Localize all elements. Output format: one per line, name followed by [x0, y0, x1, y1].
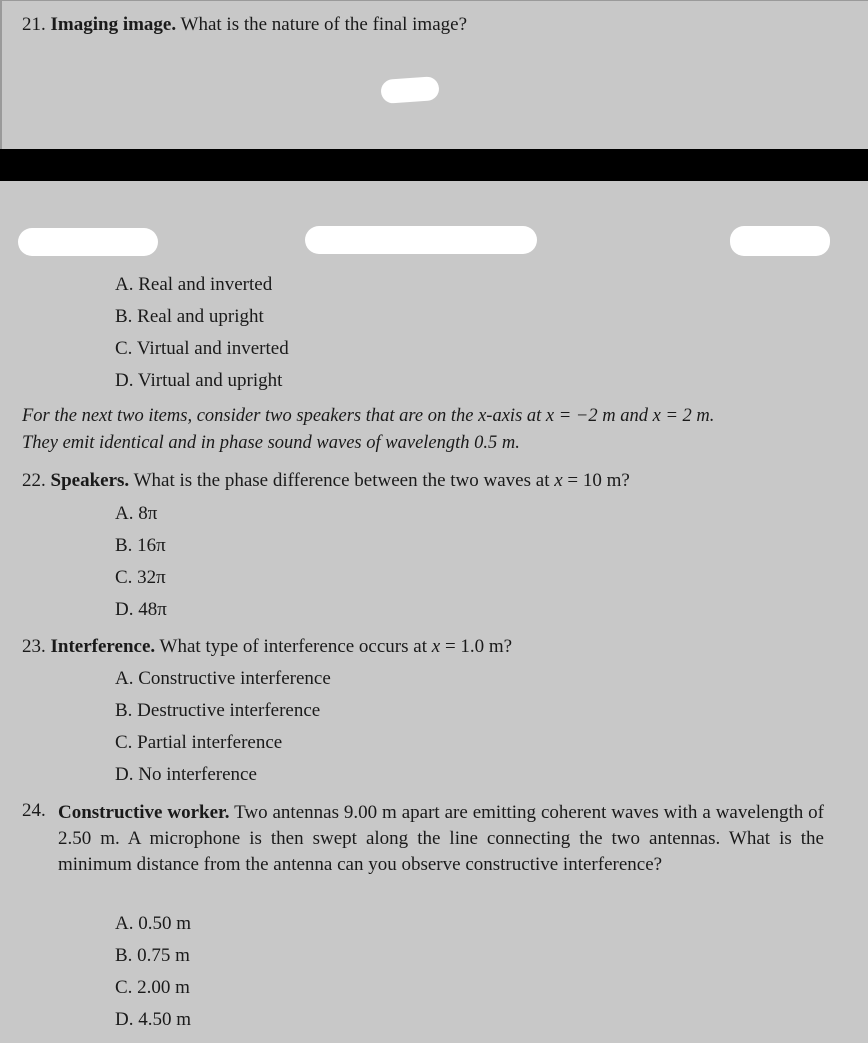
question-21-option-d[interactable]: D. Virtual and upright: [115, 370, 283, 391]
question-24-prompt: [58, 800, 824, 878]
question-21-text: What is the nature of the final image?: [180, 14, 467, 35]
question-24-option-a[interactable]: A. 0.50 m: [115, 913, 191, 934]
question-24-option-c[interactable]: C. 2.00 m: [115, 977, 190, 998]
question-22-prompt: [22, 470, 630, 492]
question-22-option-c[interactable]: C. 32π: [115, 567, 166, 588]
question-23-text-a: What type of interference occurs at: [159, 636, 432, 657]
question-24-text: Two antennas 9.00 m apart are emitting coherent waves with a wavelength of 2.50 m. A microphone is then swept along the line connecting the two antennas. What is the minimum distance from the antenna can you observe constructive interference?: [58, 802, 825, 875]
intro-line-2: They emit identical and in phase sound waves of wavelength 0.5 m.: [22, 433, 520, 453]
top-border: [0, 0, 868, 1]
intro-variable-x1: x: [545, 406, 555, 426]
left-border: [0, 0, 2, 149]
question-21-prompt: [22, 14, 467, 36]
question-23-number: 23.: [22, 636, 46, 657]
question-24-title: Constructive worker.: [58, 802, 230, 823]
redaction-mark-right: [730, 226, 830, 256]
question-22-option-a[interactable]: A. 8π: [115, 503, 158, 524]
question-21-title: Imaging image.: [50, 14, 177, 35]
question-22-text-a: What is the phase difference between the two waves at: [133, 470, 555, 491]
question-21-option-b[interactable]: B. Real and upright: [115, 306, 264, 327]
question-23-title: Interference.: [50, 636, 156, 657]
intro-line-1-text-b: = −2 m and: [554, 406, 653, 426]
intro-line-1-text-a: For the next two items, consider two speakers that are on the x-axis at: [22, 406, 546, 426]
question-21-option-c[interactable]: C. Virtual and inverted: [115, 338, 289, 359]
question-22-title: Speakers.: [50, 470, 130, 491]
redaction-mark-left: [18, 228, 158, 256]
intro-line-1-text-c: = 2 m.: [660, 406, 715, 426]
intro-variable-x2: x: [652, 406, 661, 426]
question-23-option-b[interactable]: B. Destructive interference: [115, 700, 321, 721]
redaction-mark-top: [380, 76, 440, 104]
question-21-option-a[interactable]: A. Real and inverted: [115, 274, 273, 295]
question-23-option-d[interactable]: D. No interference: [115, 764, 257, 785]
question-23-text-b: = 1.0 m?: [440, 636, 513, 657]
intro-line-1: [22, 406, 714, 427]
question-24-number: 24.: [22, 800, 46, 821]
question-23-prompt: [22, 636, 512, 658]
question-24-option-b[interactable]: B. 0.75 m: [115, 945, 190, 966]
redaction-mark-center: [305, 226, 537, 254]
question-22-text-b: = 10 m?: [562, 470, 630, 491]
question-23-variable-x: x: [431, 636, 441, 657]
question-23-option-c[interactable]: C. Partial interference: [115, 732, 283, 753]
question-22-number: 22.: [22, 470, 46, 491]
question-21-number: 21.: [22, 14, 46, 35]
question-23-option-a[interactable]: A. Constructive interference: [115, 668, 331, 689]
question-24-option-d[interactable]: D. 4.50 m: [115, 1009, 191, 1030]
question-22-option-b[interactable]: B. 16π: [115, 535, 166, 556]
question-22-variable-x: x: [554, 470, 563, 491]
redaction-bar: [0, 149, 868, 181]
question-22-option-d[interactable]: D. 48π: [115, 599, 167, 620]
